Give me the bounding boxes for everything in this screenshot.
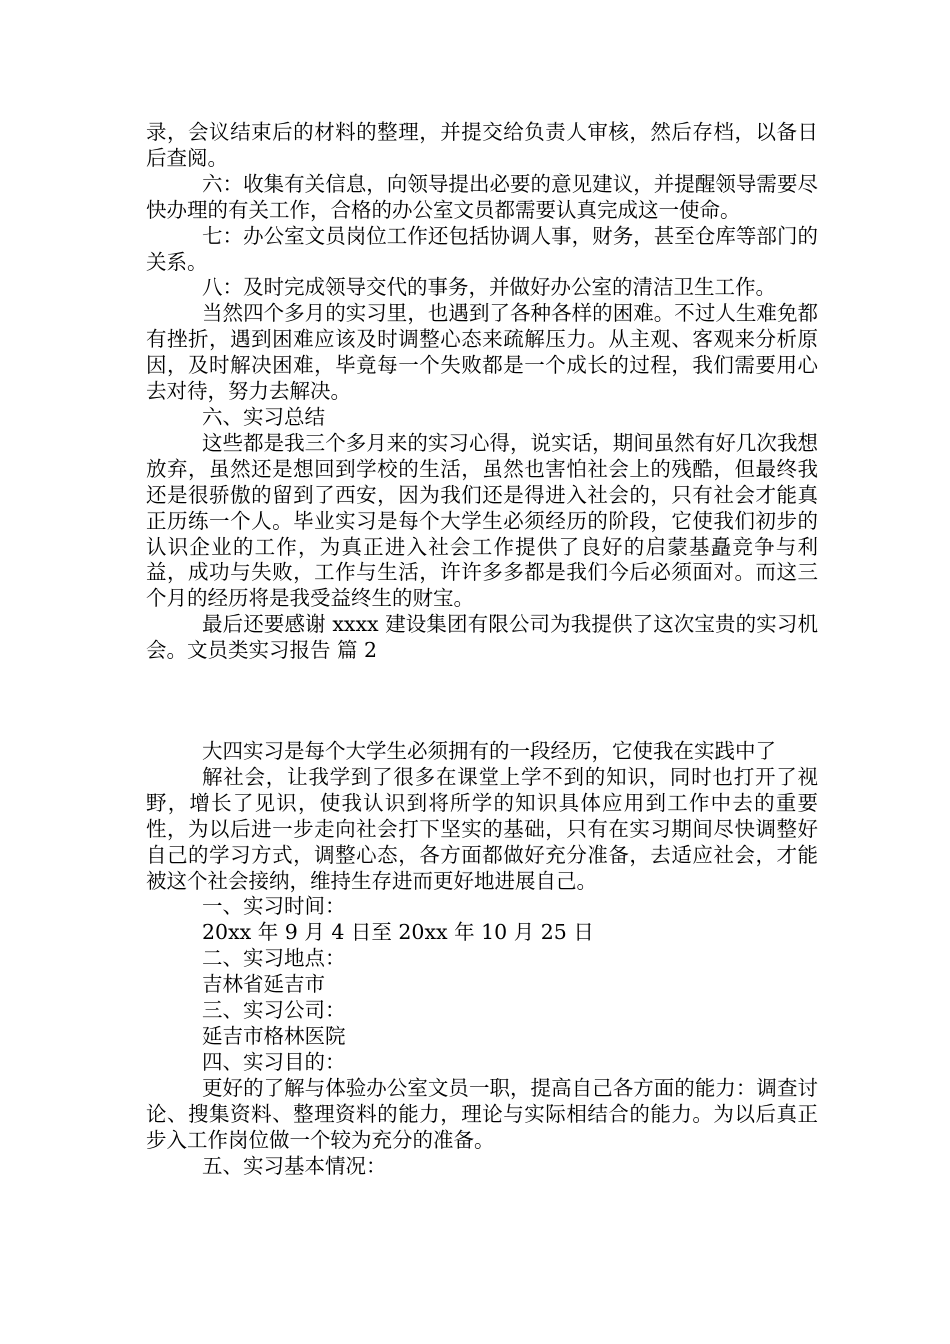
paragraph: 三、实习公司： — [202, 998, 346, 1023]
report-part-1 — [146, 120, 818, 664]
paragraph: 五、实习基本情况： — [202, 1153, 387, 1178]
paragraph: 大四实习是每个大学生必须拥有的一段经历，它使我在实践中了 — [202, 739, 776, 764]
paragraph: 吉林省延吉市 — [202, 972, 325, 997]
paragraph: 二、实习地点： — [202, 946, 346, 971]
paragraph: 四、实习目的： — [202, 1049, 346, 1074]
paragraph: 解社会，让我学到了很多在课堂上学不到的知识，同时也打开了视野，增长了见识，使我认识到将所学的知识具体应用到工作中去的重要性，为以后进一步走向社会打下坚实的基础，只有在实习期间尽快调整好自己的学习方式，调整心态，各方面都做好充分准备，去适应社会，才能被这个社会接纳，维持生存进而更好地进展自己。 — [146, 764, 818, 893]
paragraph: 七：办公室文员岗位工作还包括协调人事，财务，甚至仓库等部门的关系。 — [146, 223, 818, 274]
paragraph: 六：收集有关信息，向领导提出必要的意见建议，并提醒领导需要尽快办理的有关工作，合格的办公室文员都需要认真完成这一使命。 — [146, 171, 818, 222]
section-gap — [146, 664, 818, 739]
paragraph: 延吉市格林医院 — [202, 1024, 346, 1048]
paragraph: 六、实习总结 — [202, 404, 325, 429]
document-body — [146, 120, 818, 1179]
paragraph: 录，会议结束后的材料的整理，并提交给负责人审核，然后存档，以备日后查阅。 — [146, 120, 818, 170]
paragraph: 当然四个多月的实习里，也遇到了各种各样的困难。不过人生难免都有挫折，遇到困难应该及时调整心态来疏解压力。从主观、客观来分析原因，及时解决困难，毕竟每一个失败都是一个成长的过程，我们需要用心去对待，努力去解决。 — [146, 301, 818, 404]
paragraph: 一、实习时间： — [202, 894, 346, 919]
paragraph: 这些都是我三个多月来的实习心得，说实话，期间虽然有好几次我想放弃，虽然还是想回到学校的生活，虽然也害怕社会上的残酷，但最终我还是很骄傲的留到了西安，因为我们还是得进入社会的，只有社会才能真正历练一个人。毕业实习是每个大学生必须经历的阶段，它使我们初步的认识企业的工作，为真正进入社会工作提供了良好的启蒙基矗竞争与利益，成功与失败，工作与生活，许许多多都是我们今后必须面对。而这三个月的经历将是我受益终生的财宝。 — [146, 430, 818, 611]
paragraph: 更好的了解与体验办公室文员一职，提高自己各方面的能力：调查讨论、搜集资料、整理资料的能力，理论与实际相结合的能力。为以后真正步入工作岗位做一个较为充分的准备。 — [146, 1075, 818, 1152]
paragraph: 八：及时完成领导交代的事务，并做好办公室的清洁卫生工作。 — [202, 275, 776, 300]
paragraph: 20xx 年 9 月 4 日至 20xx 年 10 月 25 日 — [202, 920, 594, 945]
paragraph: 最后还要感谢 xxxx 建设集团有限公司为我提供了这次宝贵的实习机会。文员类实习报告 篇 2 — [146, 612, 818, 663]
report-part-2 — [146, 739, 818, 1179]
